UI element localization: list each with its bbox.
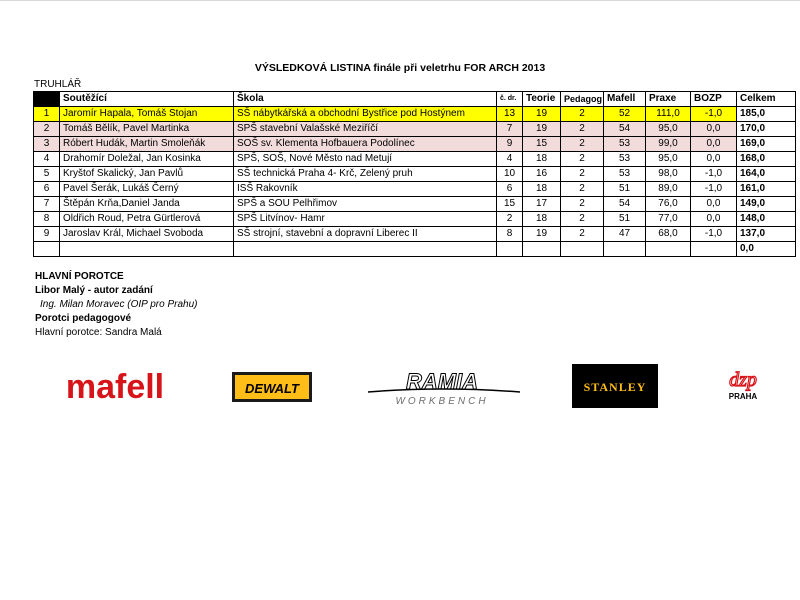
cell-total: 161,0 bbox=[737, 182, 796, 197]
empty-cell-mafell bbox=[604, 242, 646, 257]
cell-theory: 18 bbox=[523, 212, 561, 227]
cell-theory: 19 bbox=[523, 227, 561, 242]
ramia-logo-text: RAMIA bbox=[405, 369, 479, 394]
page-title: VÝSLEDKOVÁ LISTINA finále při veletrhu FOR ARCH 2013 bbox=[254, 62, 546, 74]
cell-num: 4 bbox=[34, 152, 60, 167]
cell-competitors: Róbert Hudák, Martin Smoleňák bbox=[60, 137, 234, 152]
table-row bbox=[34, 227, 796, 242]
table-row bbox=[34, 212, 796, 227]
cell-bozp: 0,0 bbox=[691, 152, 737, 167]
cell-total: 169,0 bbox=[737, 137, 796, 152]
cell-pedagog: 2 bbox=[561, 212, 604, 227]
cell-school: SŠ technická Praha 4- Krč, Zelený pruh bbox=[234, 167, 497, 182]
cell-school: SPŠ, SOŠ, Nové Město nad Metují bbox=[234, 152, 497, 167]
cell-mafell: 54 bbox=[604, 122, 646, 137]
table-row-empty bbox=[34, 242, 796, 257]
cell-school: SPŠ Litvínov- Hamr bbox=[234, 212, 497, 227]
results-table bbox=[33, 91, 796, 257]
jury-heading: HLAVNÍ POROTCE bbox=[35, 271, 124, 282]
cell-cdr: 7 bbox=[497, 122, 523, 137]
cell-bozp: -1,0 bbox=[691, 107, 737, 122]
cell-pedagog: 2 bbox=[561, 197, 604, 212]
table-row bbox=[34, 152, 796, 167]
cell-practice: 77,0 bbox=[646, 212, 691, 227]
cell-cdr: 2 bbox=[497, 212, 523, 227]
cell-practice: 99,0 bbox=[646, 137, 691, 152]
cell-total: 149,0 bbox=[737, 197, 796, 212]
cell-theory: 19 bbox=[523, 107, 561, 122]
cell-pedagog: 2 bbox=[561, 227, 604, 242]
cell-pedagog: 2 bbox=[561, 107, 604, 122]
jury-author: Libor Malý - autor zadání bbox=[35, 285, 153, 296]
cell-practice: 98,0 bbox=[646, 167, 691, 182]
cell-school: SOŠ sv. Klementa Hofbauera Podolínec bbox=[234, 137, 497, 152]
cell-pedagog: 2 bbox=[561, 167, 604, 182]
cell-bozp: 0,0 bbox=[691, 137, 737, 152]
cell-pedagog: 2 bbox=[561, 182, 604, 197]
cell-school: SŠ nábytkářská a obchodní Bystřice pod Hostýnem bbox=[234, 107, 497, 122]
cell-total: 168,0 bbox=[737, 152, 796, 167]
cell-mafell: 53 bbox=[604, 152, 646, 167]
empty-cell-total: 0,0 bbox=[737, 242, 796, 257]
cell-cdr: 15 bbox=[497, 197, 523, 212]
empty-cell-practice bbox=[646, 242, 691, 257]
header-cdr: č. dr. bbox=[497, 92, 523, 107]
cell-mafell: 52 bbox=[604, 107, 646, 122]
cell-competitors: Drahomír Doležal, Jan Kosinka bbox=[60, 152, 234, 167]
cell-total: 185,0 bbox=[737, 107, 796, 122]
cell-num: 5 bbox=[34, 167, 60, 182]
cell-mafell: 51 bbox=[604, 182, 646, 197]
cell-mafell: 47 bbox=[604, 227, 646, 242]
header-competitors: Soutěžící bbox=[60, 92, 234, 107]
cell-practice: 68,0 bbox=[646, 227, 691, 242]
empty-cell-cdr bbox=[497, 242, 523, 257]
cell-competitors: Oldřich Roud, Petra Gürtlerová bbox=[60, 212, 234, 227]
cell-theory: 19 bbox=[523, 122, 561, 137]
table-row bbox=[34, 137, 796, 152]
cell-num: 9 bbox=[34, 227, 60, 242]
header-school: Škola bbox=[234, 92, 497, 107]
cell-practice: 76,0 bbox=[646, 197, 691, 212]
cell-pedagog: 2 bbox=[561, 122, 604, 137]
cell-competitors: Štěpán Krňa,Daniel Janda bbox=[60, 197, 234, 212]
ramia-logo-subtext: WORKBENCH bbox=[395, 396, 489, 407]
cell-num: 2 bbox=[34, 122, 60, 137]
cell-total: 148,0 bbox=[737, 212, 796, 227]
table-row bbox=[34, 197, 796, 212]
cell-num: 6 bbox=[34, 182, 60, 197]
cell-school: SŠ strojní, stavební a dopravní Liberec II bbox=[234, 227, 497, 242]
cell-bozp: -1,0 bbox=[691, 167, 737, 182]
table-row bbox=[34, 167, 796, 182]
header-pedagog: Pedagog bbox=[561, 92, 604, 107]
cell-practice: 95,0 bbox=[646, 122, 691, 137]
cell-theory: 15 bbox=[523, 137, 561, 152]
cell-pedagog: 2 bbox=[561, 137, 604, 152]
dzp-logo-mark: dzp bbox=[729, 369, 757, 391]
header-practice: Praxe bbox=[646, 92, 691, 107]
empty-cell-competitors bbox=[60, 242, 234, 257]
cell-mafell: 53 bbox=[604, 137, 646, 152]
cell-num: 7 bbox=[34, 197, 60, 212]
header-bozp: BOZP bbox=[691, 92, 737, 107]
dzp-logo-text: PRAHA bbox=[728, 392, 758, 401]
table-row bbox=[34, 182, 796, 197]
header-theory: Teorie bbox=[523, 92, 561, 107]
header-total: Celkem bbox=[737, 92, 796, 107]
empty-cell-bozp bbox=[691, 242, 737, 257]
cell-total: 170,0 bbox=[737, 122, 796, 137]
cell-cdr: 4 bbox=[497, 152, 523, 167]
dewalt-logo bbox=[232, 372, 312, 402]
cell-mafell: 51 bbox=[604, 212, 646, 227]
cell-bozp: -1,0 bbox=[691, 227, 737, 242]
head-judge: Hlavní porotce: Sandra Malá bbox=[35, 327, 162, 338]
cell-bozp: -1,0 bbox=[691, 182, 737, 197]
table-row bbox=[34, 122, 796, 137]
cell-school: ISŠ Rakovník bbox=[234, 182, 497, 197]
cell-practice: 95,0 bbox=[646, 152, 691, 167]
table-row bbox=[34, 107, 796, 122]
dzp-praha-logo bbox=[708, 366, 778, 406]
pedagogues-heading: Porotci pedagogové bbox=[35, 313, 132, 324]
empty-cell-school bbox=[234, 242, 497, 257]
cell-competitors: Jaroslav Král, Michael Svoboda bbox=[60, 227, 234, 242]
cell-num: 3 bbox=[34, 137, 60, 152]
cell-theory: 16 bbox=[523, 167, 561, 182]
cell-school: SPŠ a SOU Pelhřimov bbox=[234, 197, 497, 212]
cell-cdr: 6 bbox=[497, 182, 523, 197]
cell-theory: 18 bbox=[523, 182, 561, 197]
stanley-logo-text: STANLEY bbox=[583, 380, 647, 394]
ramia-logo bbox=[362, 368, 527, 408]
category-label: TRUHLÁŘ bbox=[34, 79, 82, 90]
empty-cell-theory bbox=[523, 242, 561, 257]
header-mafell: Mafell bbox=[604, 92, 646, 107]
cell-cdr: 8 bbox=[497, 227, 523, 242]
top-border bbox=[0, 0, 800, 1]
cell-school: SPŠ stavební Valašské Meziříčí bbox=[234, 122, 497, 137]
empty-cell-num bbox=[34, 242, 60, 257]
cell-cdr: 9 bbox=[497, 137, 523, 152]
stanley-logo bbox=[572, 364, 658, 408]
cell-theory: 18 bbox=[523, 152, 561, 167]
cell-pedagog: 2 bbox=[561, 152, 604, 167]
cell-mafell: 54 bbox=[604, 197, 646, 212]
cell-competitors: Tomáš Bělík, Pavel Martinka bbox=[60, 122, 234, 137]
cell-bozp: 0,0 bbox=[691, 212, 737, 227]
cell-competitors: Jaromír Hapala, Tomáš Stojan bbox=[60, 107, 234, 122]
cell-competitors: Kryštof Skalický, Jan Pavlů bbox=[60, 167, 234, 182]
cell-theory: 17 bbox=[523, 197, 561, 212]
cell-total: 164,0 bbox=[737, 167, 796, 182]
cell-num: 1 bbox=[34, 107, 60, 122]
cell-practice: 89,0 bbox=[646, 182, 691, 197]
jury-notes bbox=[35, 270, 197, 340]
jury-inspector: Ing. Milan Moravec (OIP pro Prahu) bbox=[40, 299, 198, 310]
table-header-row bbox=[34, 92, 796, 107]
mafell-logo-text: mafell bbox=[65, 368, 165, 406]
header-num bbox=[34, 92, 60, 107]
empty-cell-pedagog bbox=[561, 242, 604, 257]
cell-competitors: Pavel Šerák, Lukáš Černý bbox=[60, 182, 234, 197]
cell-bozp: 0,0 bbox=[691, 122, 737, 137]
sponsor-logos bbox=[0, 360, 800, 420]
cell-mafell: 53 bbox=[604, 167, 646, 182]
cell-bozp: 0,0 bbox=[691, 197, 737, 212]
cell-cdr: 10 bbox=[497, 167, 523, 182]
cell-practice: 111,0 bbox=[646, 107, 691, 122]
cell-cdr: 13 bbox=[497, 107, 523, 122]
cell-total: 137,0 bbox=[737, 227, 796, 242]
mafell-logo bbox=[45, 366, 185, 408]
cell-num: 8 bbox=[34, 212, 60, 227]
dewalt-logo-text: DEWALT bbox=[245, 381, 299, 396]
